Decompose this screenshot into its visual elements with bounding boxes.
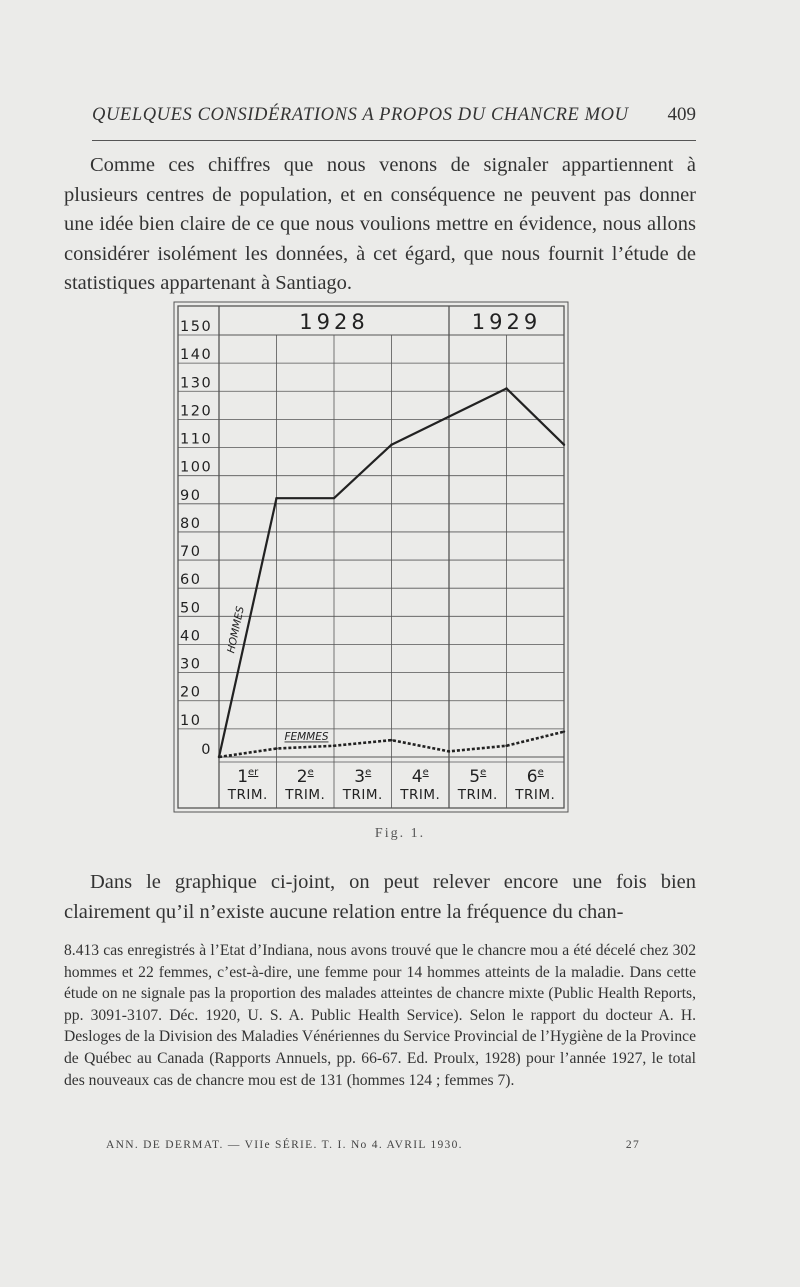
followup-text: [64, 868, 696, 927]
y-tick-label-10: 10: [180, 712, 202, 729]
y-tick-label-0: 0: [201, 742, 212, 758]
point-femmes-4: [448, 750, 450, 752]
category-label-3-number: 3e: [354, 767, 372, 787]
year-label-1929: 1929: [471, 310, 542, 334]
point-femmes-5: [505, 745, 507, 747]
category-label-2-word: TRIM.: [285, 787, 326, 803]
y-tick-label-140: 140: [180, 347, 213, 364]
category-label-6-word: TRIM.: [515, 787, 556, 803]
y-tick-label-40: 40: [180, 628, 202, 645]
journal-reference: ANN. DE DERMAT. — VIIe SÉRIE. T. I. No 4. AVRIL 1930.: [106, 1139, 463, 1151]
y-tick-label-100: 100: [180, 459, 213, 476]
category-label-1-word: TRIM.: [227, 787, 268, 803]
y-tick-label-150: 150: [180, 319, 213, 335]
running-head: [92, 104, 696, 126]
footnote-text: 8.413 cas enregistrés à l’Etat d’Indiana, nous avons trouvé que le chancre mou a été décelé chez 302 hommes et 22 femmes, c’est-à-dire, une femme pour 14 hommes atteints de la maladie. Dans cette étude on ne signale pas la proportion des malades atteintes de chancre mixte (Public Health Reports, pp. 3091-3107. Déc. 1920, U. S. A. Public Health Service). Selon le rapport du docteur A. H. Desloges de la Division des Maladies Vénériennes du Service Provincial de l’Hygiène de la Province de Québec au Canada (Rapports Annuels, pp. 66-67. Ed. Proulx, 1928) pour l’année 1927, le total des nouveaux cas de chancre mou est de 131 (hommes 124 ; femmes 7).: [64, 942, 696, 1089]
point-hommes-4: [448, 415, 450, 417]
category-label-6-number: 6e: [526, 767, 544, 787]
point-hommes-3: [390, 444, 392, 446]
y-tick-label-80: 80: [180, 515, 202, 532]
y-tick-label-70: 70: [180, 544, 202, 561]
category-label-5-number: 5e: [469, 767, 487, 787]
y-tick-label-20: 20: [180, 684, 202, 701]
point-femmes-2: [333, 745, 335, 747]
point-hommes-1: [275, 497, 277, 499]
category-label-4-number: 4e: [411, 767, 429, 787]
y-tick-label-110: 110: [180, 431, 213, 448]
series-label-hommes: HOMMES: [225, 605, 247, 655]
category-label-5-word: TRIM.: [457, 787, 498, 803]
y-tick-label-90: 90: [180, 487, 202, 504]
category-label-1-number: 1er: [237, 767, 259, 787]
signature-mark: 27: [625, 1139, 640, 1151]
point-femmes-1: [275, 747, 277, 749]
point-femmes-3: [390, 739, 392, 741]
page-number: 409: [667, 104, 696, 125]
point-hommes-6: [563, 444, 565, 446]
running-head-title: QUELQUES CONSIDÉRATIONS A PROPOS DU CHANCRE MOU: [92, 105, 629, 125]
y-tick-label-60: 60: [180, 572, 202, 589]
category-label-3-word: TRIM.: [342, 787, 383, 803]
y-tick-label-50: 50: [180, 600, 202, 617]
y-tick-label-130: 130: [180, 375, 213, 392]
series-label-femmes: FEMMES: [284, 730, 329, 743]
point-hommes-2: [333, 497, 335, 499]
y-tick-label-120: 120: [180, 403, 213, 420]
category-label-2-number: 2e: [296, 767, 314, 787]
point-femmes-0: [218, 756, 220, 758]
intro-paragraph: Comme ces chiffres que nous venons de signaler appartiennent à plusieurs centres de population, et en conséquence ne peuvent pas donner une idée bien claire de ce que nous voulions mettre en évidence, nous allons considérer isolément les données, à cet égard, que nous fournit l’étude de statistiques appartenant à Santiago.: [64, 154, 696, 294]
figure-caption: Fig. 1.: [374, 826, 426, 841]
intro-text: [64, 151, 696, 299]
chart-outer-frame: [174, 302, 568, 812]
point-femmes-6: [563, 730, 565, 732]
followup-paragraph: Dans le graphique ci-joint, on peut relever encore une fois bien clairement qu’il n’existe aucune relation entre la fréquence du chan-: [64, 871, 696, 923]
footnote: [64, 940, 696, 1091]
header-rule: [92, 140, 696, 141]
page-footer: [106, 1139, 640, 1151]
quarterly-chart: [172, 300, 570, 816]
y-tick-label-30: 30: [180, 656, 202, 673]
category-label-4-word: TRIM.: [400, 787, 441, 803]
point-hommes-5: [505, 387, 507, 389]
year-label-1928: 1928: [299, 310, 369, 334]
figure-1: [172, 300, 570, 816]
